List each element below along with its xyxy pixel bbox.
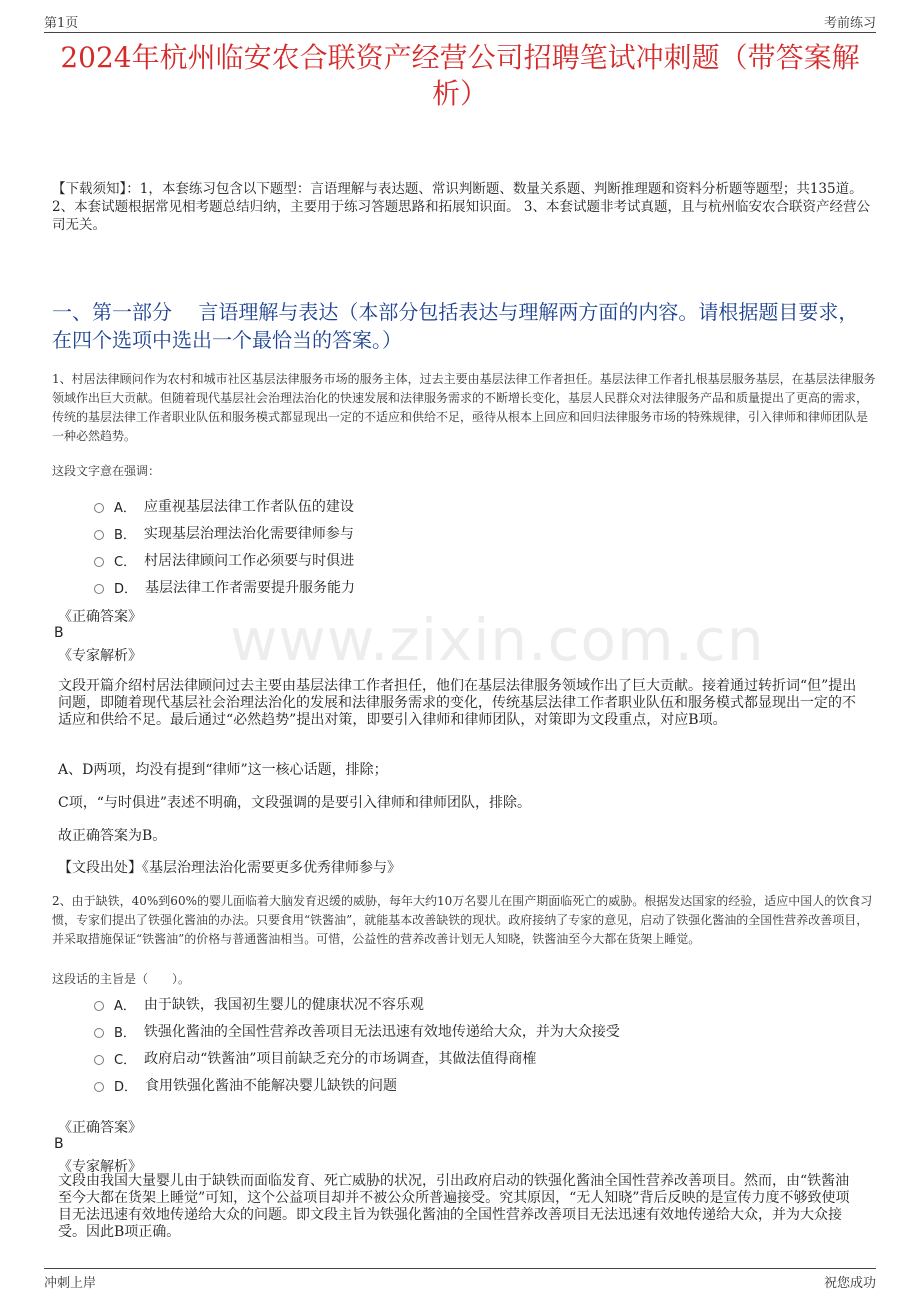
header-tag: 考前练习 [823, 16, 876, 31]
footer-right: 祝您成功 [823, 1276, 876, 1291]
radio-icon[interactable] [94, 584, 104, 594]
option-letter: C． [114, 1052, 137, 1068]
option-text: 村居法律顾问工作必须要与时俱进 [144, 553, 355, 569]
q1-analysis-p2: A、D两项，均没有提到“律师”这一核心话题，排除； [58, 762, 388, 778]
option-letter: D． [114, 1079, 138, 1095]
q1-option-c[interactable] [94, 550, 354, 570]
header-divider [44, 32, 876, 33]
footer-divider [44, 1268, 876, 1269]
radio-icon[interactable] [94, 530, 104, 540]
option-text: 由于缺铁，我国初生婴儿的健康状况不容乐观 [143, 997, 424, 1013]
q1-option-b[interactable] [94, 523, 354, 543]
radio-icon[interactable] [94, 1028, 104, 1038]
question-1-prompt: 这段文字意在强调： [52, 464, 161, 478]
question-2-text: 2、由于缺铁，40%到60%的婴儿面临着大脑发育迟缓的威胁，每年大约10万名婴儿在围产期面临死亡的威胁。根据发达国家的经验，适应中国人的饮食习惯，专家们提出了铁强化酱油的办法。只要食用“铁酱油”，就能基本改善缺铁的现状。政府接纳了专家的意见，启动了铁强化酱油的全国性营养改善项目，并采取措施保证“铁酱油”的价格与普通酱油相当。可惜，公益性的营养改善计划无人知晓，铁酱油至今大都在货架上睡觉。 [52, 894, 873, 946]
q2-option-b[interactable] [94, 1021, 620, 1041]
radio-icon[interactable] [94, 1001, 104, 1011]
footer-left: 冲刺上岸 [44, 1276, 97, 1291]
radio-icon[interactable] [94, 1055, 104, 1065]
q2-option-c[interactable] [94, 1048, 536, 1068]
q2-answer: B [54, 1136, 64, 1152]
option-text: 实现基层治理法治化需要律师参与 [143, 526, 354, 542]
q1-option-a[interactable] [94, 496, 354, 516]
download-notice: 【下载须知】：1，本套练习包含以下题型：言语理解与表达题、常识判断题、数量关系题、判断推理题和资料分析题等题型；共135道。 2、本套试题根据常见相考题总结归纳，主要用于练习答题思路和拓展知识面。 3、本套试题非考试真题，且与杭州临安农合联资产经营公司无关。 [52, 181, 870, 233]
radio-icon[interactable] [94, 1082, 104, 1092]
option-letter: B． [114, 1025, 136, 1041]
radio-icon[interactable] [94, 503, 104, 513]
page-title: 2024年杭州临安农合联资产经营公司招聘笔试冲刺题（带答案解析） [60, 41, 860, 110]
q1-analysis-p3: C项，“与时俱进”表述不明确，文段强调的是要引入律师和律师团队，排除。 [58, 795, 532, 811]
q1-analysis-label: 《专家解析》 [58, 648, 142, 664]
option-letter: A． [114, 500, 136, 516]
q2-answer-label: 《正确答案》 [58, 1120, 142, 1136]
option-text: 政府启动“铁酱油”项目前缺乏充分的市场调查，其做法值得商榷 [144, 1051, 537, 1067]
option-text: 应重视基层法律工作者队伍的建设 [143, 499, 354, 515]
q2-analysis-label: 《专家解析》 [58, 1159, 142, 1175]
question-1-text: 1、村居法律顾问作为农村和城市社区基层法律服务市场的服务主体，过去主要由基层法律工作者担任。基层法律工作者扎根基层服务基层，在基层法律服务领域作出巨大贡献。但随着现代基层社会治理法治化的快速发展和法律服务需求的不断增长变化，基层人民群众对法律服务产品和质量提出了更高的需求，传统的基层法律工作者职业队伍和服务模式都显现出一定的不适应和供给不足，亟待从根本上回应和回归法律服务市场的特殊规律，引入律师和律师团队是一种必然趋势。 [52, 372, 876, 443]
page-number: 第1页 [44, 16, 79, 31]
q2-option-d[interactable] [94, 1075, 397, 1095]
q1-analysis-p4: 故正确答案为B。 [58, 828, 167, 844]
option-text: 食用铁强化酱油不能解决婴儿缺铁的问题 [145, 1078, 398, 1094]
option-letter: A． [114, 998, 136, 1014]
q1-answer: B [54, 625, 64, 641]
section-heading: 一、第一部分 言语理解与表达（本部分包括表达与理解两方面的内容。请根据题目要求，在四个选项中选出一个最恰当的答案。） [52, 300, 859, 352]
option-letter: C． [114, 554, 137, 570]
option-text: 铁强化酱油的全国性营养改善项目无法迅速有效地传递给大众，并为大众接受 [143, 1024, 620, 1040]
q1-answer-label: 《正确答案》 [58, 609, 142, 625]
q2-analysis-p1: 文段由我国大量婴儿由于缺铁而面临发育、死亡威胁的状况，引出政府启动的铁强化酱油全国性营养改善项目。然而，由“铁酱油至今大都在货架上睡觉”可知，这个公益项目却并不被公众所普遍接受。究其原因，“无人知晓”背后反映的是宣传力度不够致使项目无法迅速有效地传递给大众的问题。即文段主旨为铁强化酱油的全国性营养改善项目无法迅速有效地传递给大众，并为大众接受。因此B项正确。 [58, 1173, 850, 1240]
radio-icon[interactable] [94, 557, 104, 567]
q1-option-d[interactable] [94, 577, 355, 597]
option-text: 基层法律工作者需要提升服务能力 [145, 580, 356, 596]
watermark: www.zixin.com.cn [230, 606, 765, 674]
q1-source: 【文段出处】《基层治理法治化需要更多优秀律师参与》 [58, 860, 401, 876]
option-letter: D． [114, 581, 138, 597]
q1-analysis-p1: 文段开篇介绍村居法律顾问过去主要由基层法律工作者担任，他们在基层法律服务领域作出了巨大贡献。接着通过转折词“但”提出问题，即随着现代基层社会治理法治化的发展和法律服务需求的变化，传统基层法律工作者职业队伍和服务模式都显现出一定的不适应和供给不足。最后通过“必然趋势”提出对策，即要引入律师和律师团队，对策即为文段重点，对应B项。 [58, 678, 857, 728]
question-2-prompt: 这段话的主旨是（ ）。 [52, 972, 191, 986]
q2-option-a[interactable] [94, 994, 424, 1014]
option-letter: B． [114, 527, 136, 543]
